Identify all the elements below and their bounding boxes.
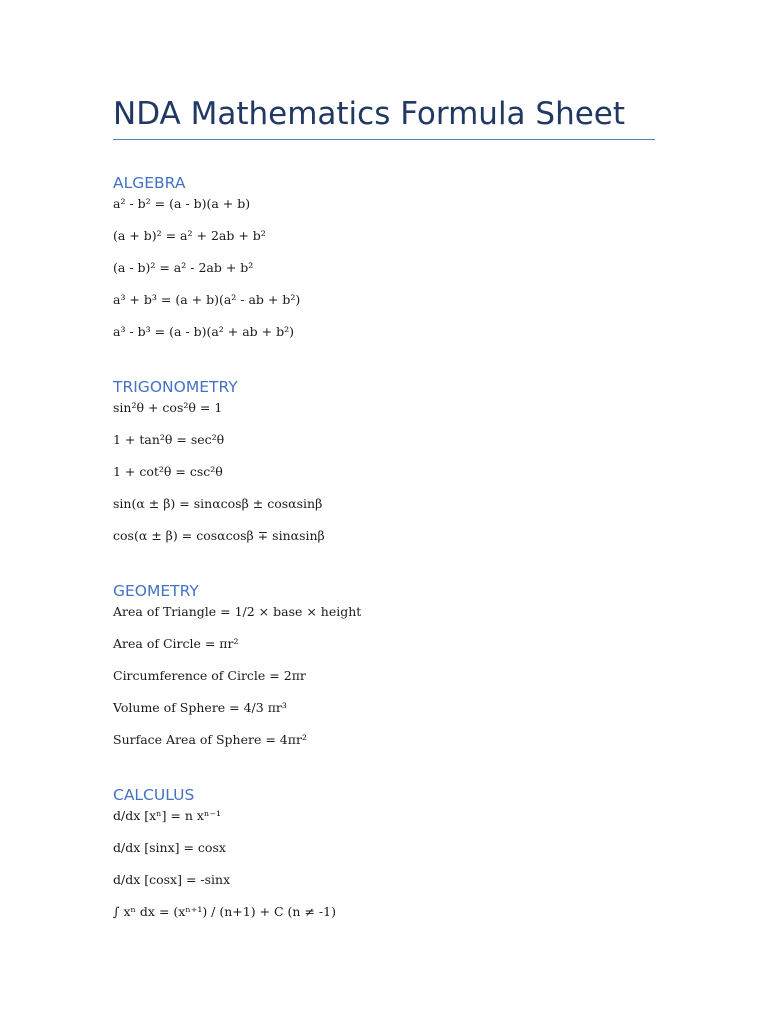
formula-list (113, 602, 655, 750)
section-heading: GEOMETRY (113, 582, 199, 600)
formula: Area of Triangle = 1/2 × base × height (113, 604, 362, 619)
formula-list (113, 398, 655, 546)
section-calculus (113, 784, 655, 934)
formula-list (113, 806, 655, 922)
section-heading: CALCULUS (113, 786, 195, 804)
formula: sin²θ + cos²θ = 1 (113, 400, 223, 415)
formula: a² - b² = (a - b)(a + b) (113, 196, 251, 211)
formula: Surface Area of Sphere = 4πr² (113, 732, 307, 747)
formula: d/dx [cosx] = -sinx (113, 872, 231, 887)
document-title: NDA Mathematics Formula Sheet (113, 96, 626, 132)
section-heading: TRIGONOMETRY (113, 378, 238, 396)
formula: d/dx [xⁿ] = n xⁿ⁻¹ (113, 808, 221, 823)
section-heading: ALGEBRA (113, 174, 186, 192)
section-algebra (113, 172, 655, 354)
formula: Volume of Sphere = 4/3 πr³ (113, 700, 287, 715)
formula: 1 + tan²θ = sec²θ (113, 432, 225, 447)
title-divider (113, 139, 655, 140)
formula: 1 + cot²θ = csc²θ (113, 464, 223, 479)
formula: a³ - b³ = (a - b)(a² + ab + b²) (113, 324, 294, 339)
section-trigonometry (113, 376, 655, 558)
formula: Circumference of Circle = 2πr (113, 668, 306, 683)
formula: Area of Circle = πr² (113, 636, 239, 651)
section-geometry (113, 580, 655, 762)
formula: d/dx [sinx] = cosx (113, 840, 226, 855)
formula-list (113, 194, 655, 342)
formula: cos(α ± β) = cosαcosβ ∓ sinαsinβ (113, 528, 325, 543)
formula: a³ + b³ = (a + b)(a² - ab + b²) (113, 292, 301, 307)
formula: sin(α ± β) = sinαcosβ ± cosαsinβ (113, 496, 323, 511)
formula: (a - b)² = a² - 2ab + b² (113, 260, 254, 275)
formula: ∫ xⁿ dx = (xⁿ⁺¹) / (n+1) + C (n ≠ -1) (113, 904, 336, 919)
formula: (a + b)² = a² + 2ab + b² (113, 228, 266, 243)
